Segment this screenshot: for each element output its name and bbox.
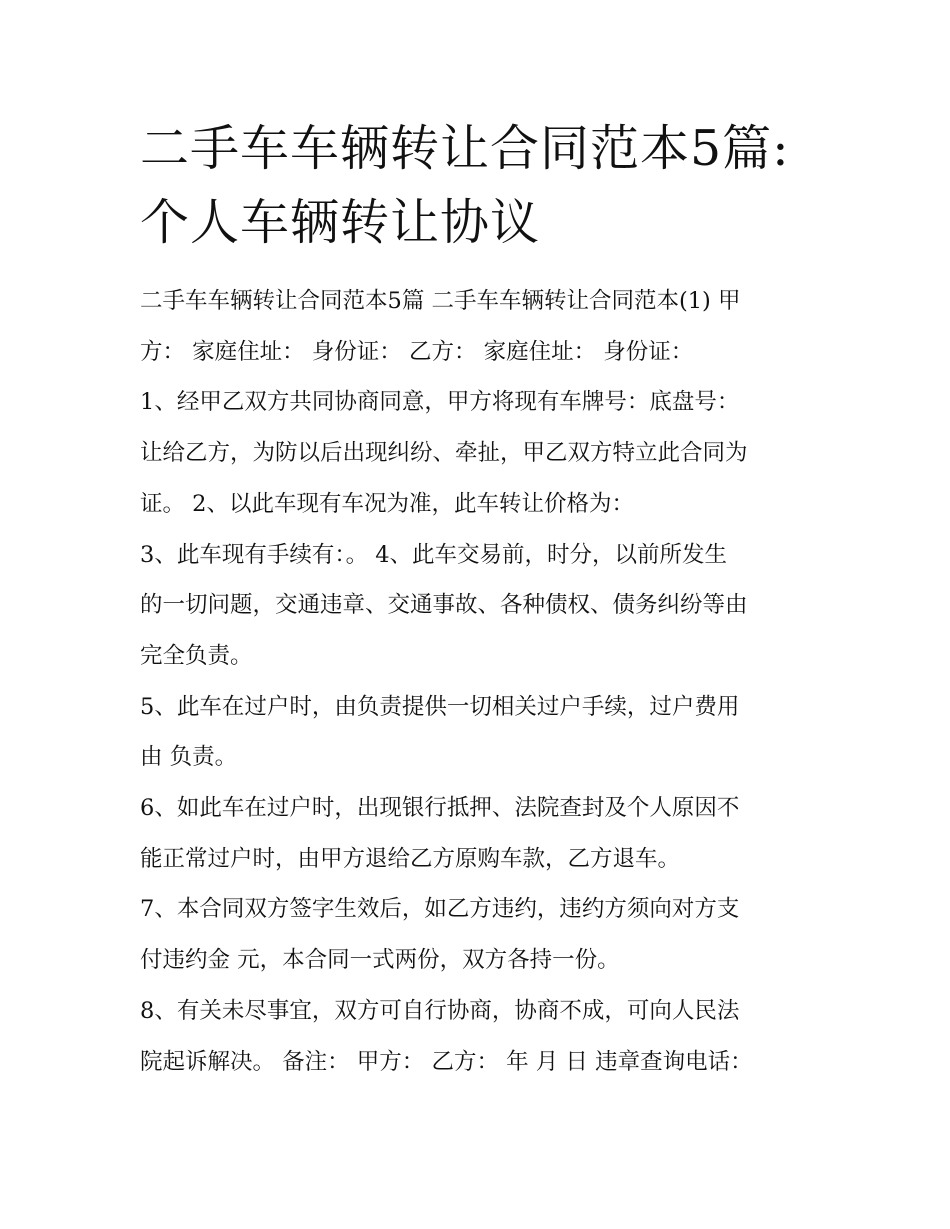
paragraph-clause-1-2 <box>140 377 830 529</box>
text-line: 完全负责。 <box>140 642 253 669</box>
text-line: 付违约金 元，本合同一式两份，双方各持一份。 <box>140 947 620 974</box>
title-line-2: 个人车辆转让协议 <box>140 194 541 251</box>
paragraph-clause-5 <box>140 682 830 783</box>
title-line-1: 二手车车辆转让合同范本5篇: <box>140 120 790 177</box>
text-line: 证。 2、以此车现有车况为准，此车转让价格为： <box>140 490 634 517</box>
paragraph-intro <box>140 276 830 377</box>
text-line: 院起诉解决。 备注： 甲方： 乙方： 年 月 日 违章查询电话： <box>140 1048 753 1075</box>
text-line: 5、此车在过户时，由负责提供一切相关过户手续，过户费用 <box>140 693 740 720</box>
text-line: 7、本合同双方签字生效后，如乙方违约，违约方须向对方支 <box>140 896 740 923</box>
text-line: 8、有关未尽事宜，双方可自行协商，协商不成，可向人民法 <box>140 997 740 1024</box>
document-body <box>140 276 830 1087</box>
paragraph-clause-8 <box>140 986 830 1087</box>
text-line: 6、如此车在过户时，出现银行抵押、法院查封及个人原因不 <box>140 795 740 822</box>
document-title <box>140 112 840 260</box>
paragraph-clause-7 <box>140 884 830 985</box>
paragraph-clause-6 <box>140 783 830 884</box>
text-line: 方： 家庭住址： 身份证： 乙方： 家庭住址： 身份证： <box>140 338 694 365</box>
text-line: 能正常过户时，由甲方退给乙方原购车款，乙方退车。 <box>140 845 681 872</box>
paragraph-clause-3-4 <box>140 530 830 682</box>
text-line: 3、此车现有手续有：。 4、此车交易前，时分，以前所发生 <box>140 541 728 568</box>
text-line: 的一切问题，交通违章、交通事故、各种债权、债务纠纷等由 <box>140 592 748 619</box>
text-line: 由 负责。 <box>140 744 238 771</box>
text-line: 1、经甲乙双方共同协商同意，甲方将现有车牌号：底盘号： <box>140 389 740 416</box>
text-line: 二手车车辆转让合同范本5篇 二手车车辆转让合同范本(1) 甲 <box>140 288 741 314</box>
text-line: 让给乙方，为防以后出现纠纷、牵扯，甲乙双方特立此合同为 <box>140 440 748 467</box>
